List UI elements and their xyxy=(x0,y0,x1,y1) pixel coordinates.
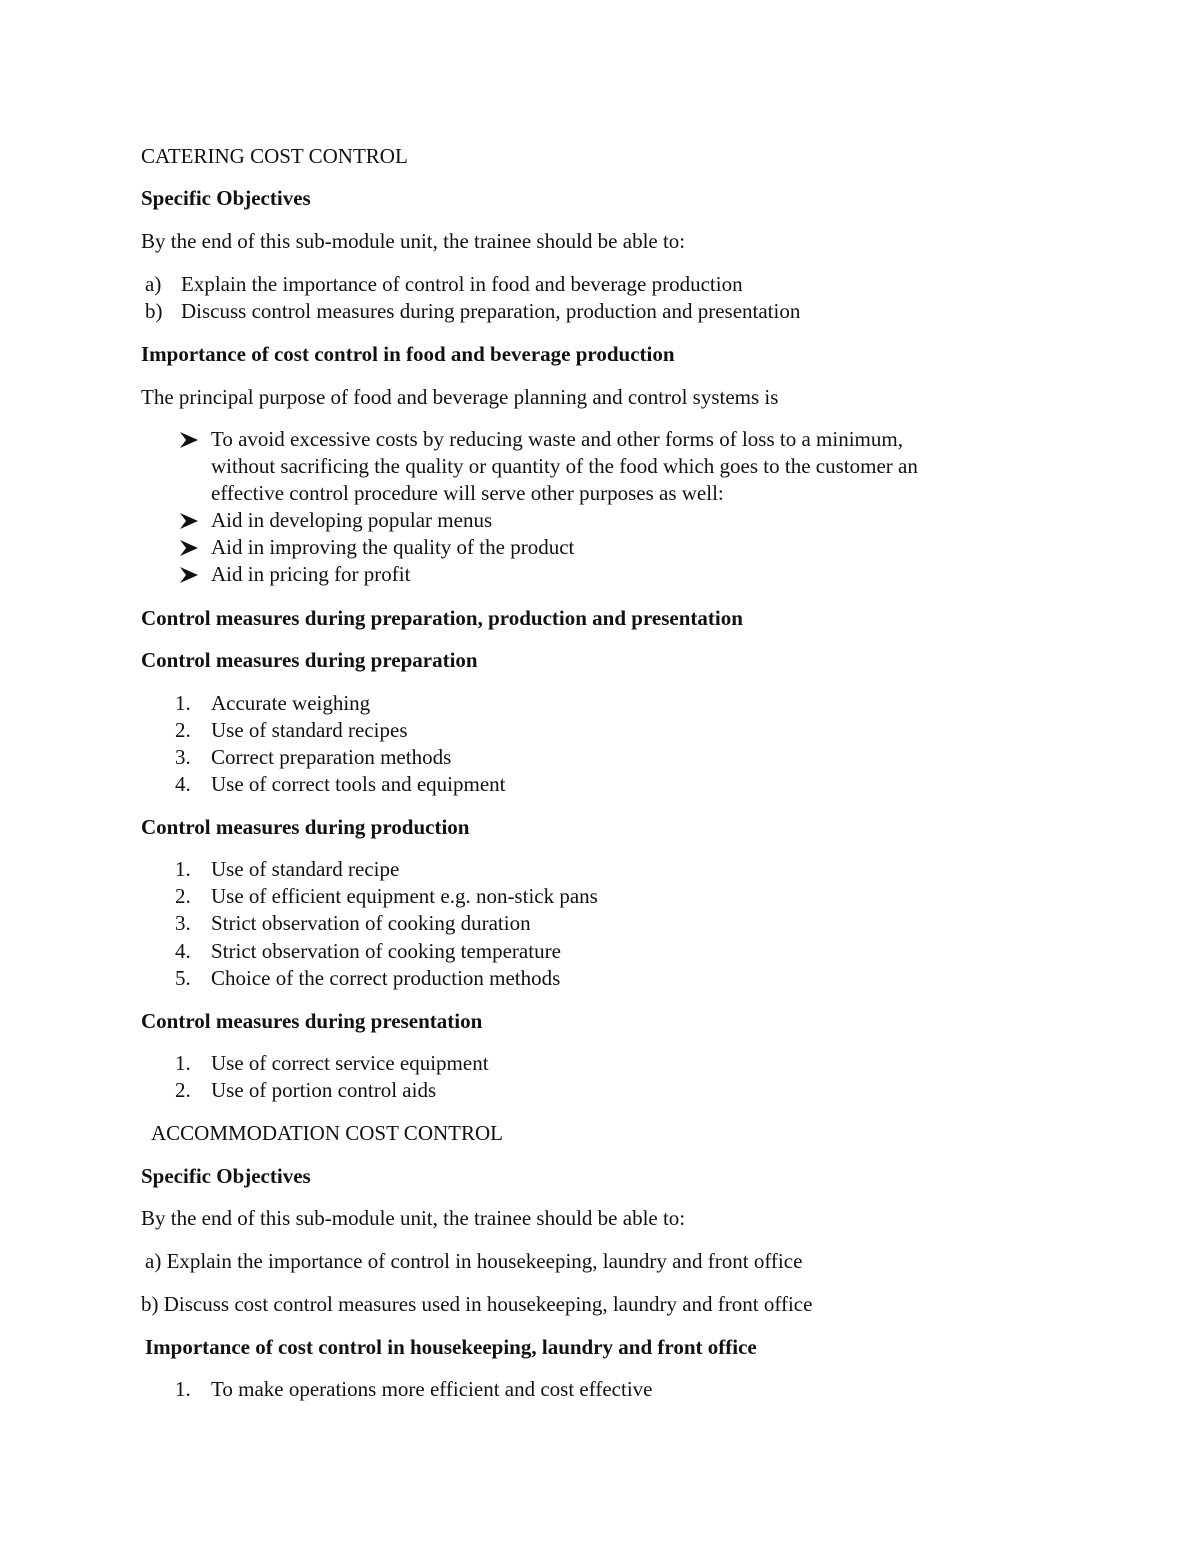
section-heading: Importance of cost control in housekeeping, laundry and front office xyxy=(145,1335,757,1359)
list-item: Strict observation of cooking duration xyxy=(211,911,531,935)
paragraph: The principal purpose of food and beverage planning and control systems is xyxy=(141,385,779,409)
list-number: 5. xyxy=(175,966,191,990)
list-marker: a) xyxy=(145,272,162,296)
list-item: Use of standard recipes xyxy=(211,718,408,742)
objective-item: a) Explain the importance of control in housekeeping, laundry and front office xyxy=(145,1249,803,1273)
list-item: Use of standard recipe xyxy=(211,857,400,881)
list-number: 1. xyxy=(175,691,191,715)
list-number: 3. xyxy=(175,745,191,769)
list-item: Use of correct service equipment xyxy=(211,1051,489,1075)
list-item: Use of correct tools and equipment xyxy=(211,772,506,796)
bullet-line: without sacrificing the quality or quantity of the food which goes to the customer an xyxy=(211,454,918,478)
subsection-heading: Control measures during presentation xyxy=(141,1009,483,1033)
list-number: 4. xyxy=(175,772,191,796)
list-number: 2. xyxy=(175,884,191,908)
list-item: Use of portion control aids xyxy=(211,1078,437,1102)
list-marker: b) xyxy=(145,299,163,323)
arrow-bullet-icon xyxy=(178,430,200,450)
section-title-catering: CATERING COST CONTROL xyxy=(141,144,408,168)
objectives-intro: By the end of this sub-module unit, the trainee should be able to: xyxy=(141,1206,686,1230)
list-item: Discuss control measures during preparation, production and presentation xyxy=(181,299,801,323)
section-heading: Control measures during preparation, production and presentation xyxy=(141,606,743,630)
list-number: 1. xyxy=(175,1377,191,1401)
list-item: Accurate weighing xyxy=(211,691,371,715)
subsection-heading: Control measures during preparation xyxy=(141,648,478,672)
objectives-intro: By the end of this sub-module unit, the trainee should be able to: xyxy=(141,229,686,253)
list-item: Choice of the correct production methods xyxy=(211,966,561,990)
arrow-bullet-icon xyxy=(178,565,200,585)
arrow-bullet-icon xyxy=(178,511,200,531)
list-number: 4. xyxy=(175,939,191,963)
objectives-heading: Specific Objectives xyxy=(141,1164,311,1188)
list-number: 1. xyxy=(175,857,191,881)
list-item: Use of efficient equipment e.g. non-stick pans xyxy=(211,884,598,908)
bullet-item: Aid in developing popular menus xyxy=(211,508,493,532)
list-number: 2. xyxy=(175,1078,191,1102)
bullet-item: Aid in improving the quality of the product xyxy=(211,535,575,559)
bullet-item: Aid in pricing for profit xyxy=(211,562,411,586)
section-heading: Importance of cost control in food and beverage production xyxy=(141,342,675,366)
list-item: To make operations more efficient and cost effective xyxy=(211,1377,653,1401)
list-item: Strict observation of cooking temperature xyxy=(211,939,561,963)
subsection-heading: Control measures during production xyxy=(141,815,470,839)
objectives-heading: Specific Objectives xyxy=(141,186,311,210)
bullet-line: To avoid excessive costs by reducing waste and other forms of loss to a minimum, xyxy=(211,427,903,451)
section-title-accommodation: ACCOMMODATION COST CONTROL xyxy=(151,1121,503,1145)
arrow-bullet-icon xyxy=(178,538,200,558)
list-number: 2. xyxy=(175,718,191,742)
list-number: 3. xyxy=(175,911,191,935)
list-item: Correct preparation methods xyxy=(211,745,452,769)
list-number: 1. xyxy=(175,1051,191,1075)
objective-item: b) Discuss cost control measures used in housekeeping, laundry and front office xyxy=(141,1292,813,1316)
list-item: Explain the importance of control in food and beverage production xyxy=(181,272,743,296)
bullet-line: effective control procedure will serve other purposes as well: xyxy=(211,481,724,505)
